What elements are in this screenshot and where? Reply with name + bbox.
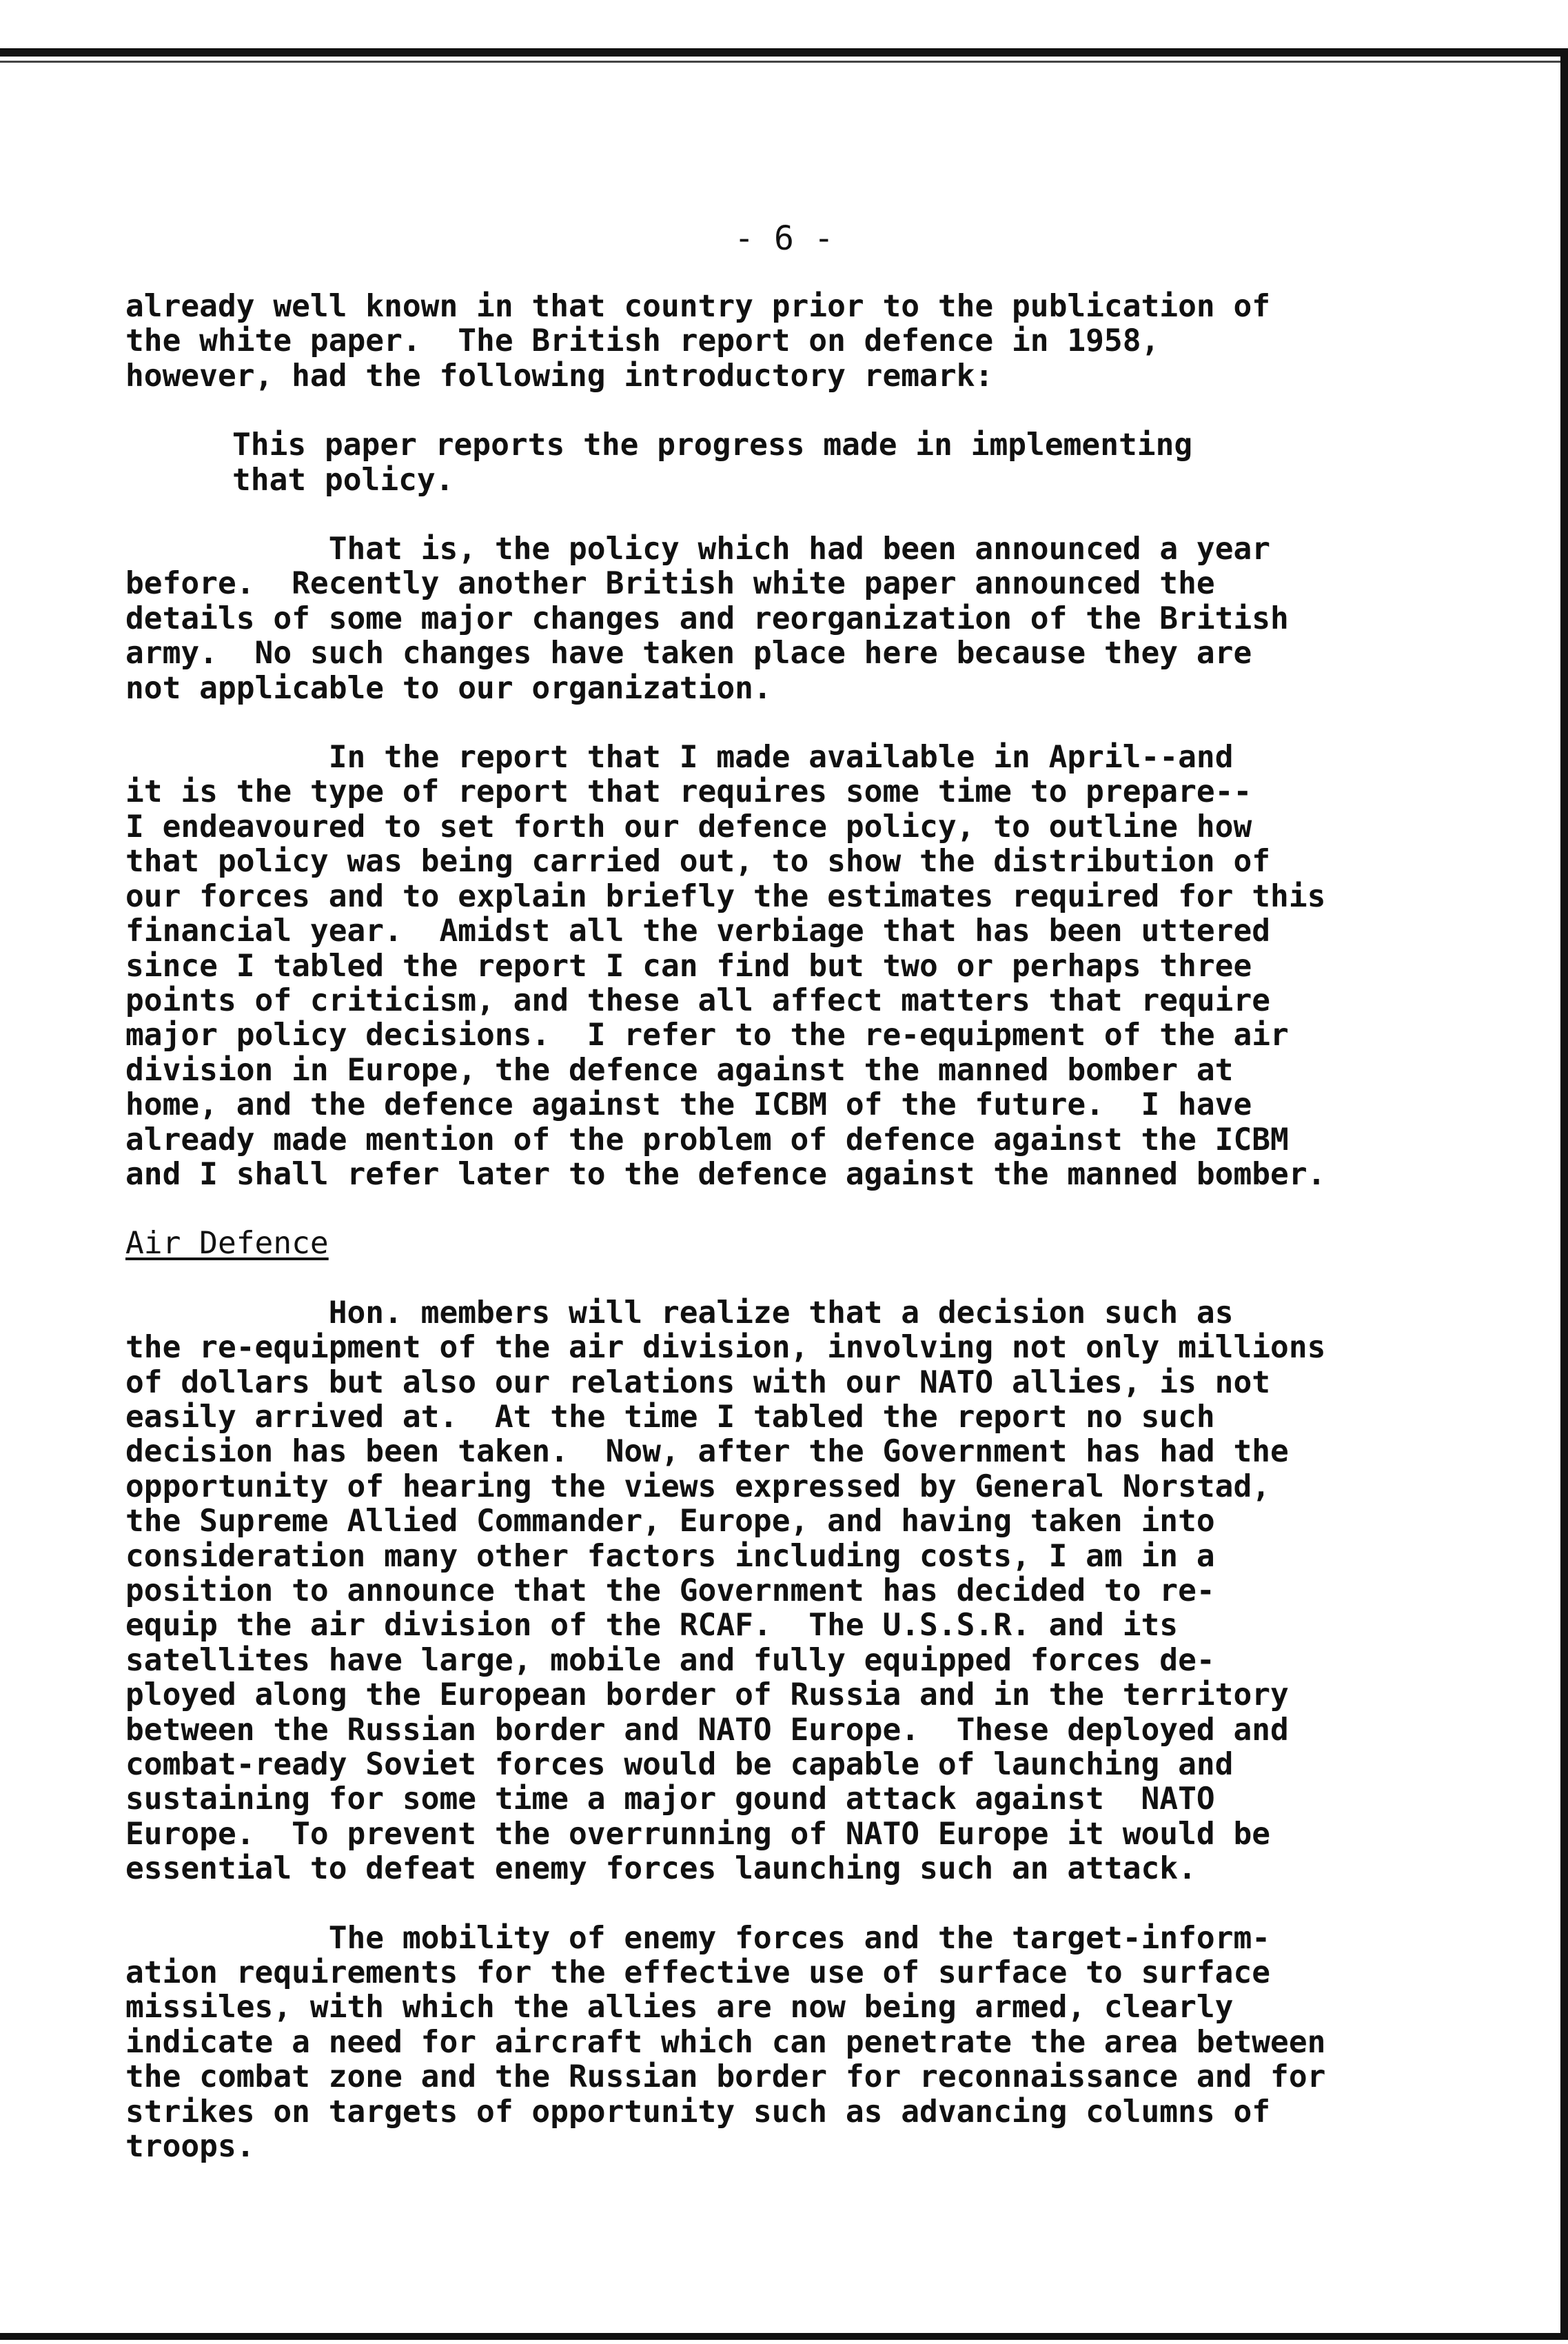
paragraph-4: Hon. members will realize that a decision such as the re-equipment of the air division, involving not only millions of dollars but also our relations with our NATO allies, is not easily arrived at. At the time I tabled the report no such decision has been taken. Now, after the Government has had the opportunity of hearing the views expressed by General Norstad, the Supreme Allied Commander, Europe, and having taken into consideration many other factors including costs, I am in a position to announce that the Government has decided to re- equip the air division of the RCAF. The U.S.S.R. and its satellites have large, mobile and fully equipped forces de- ployed along the European border of Russia and in the territory between the Russian border and NATO Europe. These deployed and combat-ready Soviet forces would be capable of launching and sustaining for some time a major gound attack against NATO Europe. To prevent the overrunning of NATO Europe it would be essential to defeat enemy forces launching such an attack.: [125, 1295, 1326, 1887]
top-border-thin: [0, 61, 1568, 63]
document-body: [125, 290, 1531, 2165]
section-heading: Air Defence: [125, 1226, 329, 1262]
paragraph-5: The mobility of enemy forces and the target-inform- ation requirements for the effective use of surface to surface missiles, with which the allies are now being armed, clearly indicate a need for aircraft which can penetrate the area between the combat zone and the Russian border for reconnaissance and for strikes on targets of opportunity such as advancing columns of troops.: [125, 1920, 1326, 2165]
right-border: [1560, 55, 1568, 2334]
paragraph-1: already well known in that country prior to the publication of the white paper. The British report on defence in 1958, however, had the following introductory remark:: [125, 289, 1271, 394]
block-quote: This paper reports the progress made in implementing that policy.: [232, 427, 1193, 498]
bottom-border: [0, 2333, 1568, 2340]
paragraph-3: In the report that I made available in April--and it is the type of report that requires some time to prepare-- I endeavoured to set forth our defence policy, to outline how that policy was being carried out, to show the distribution of our forces and to explain briefly the estimates required for this financial year. Amidst all the verbiage that has been uttered since I tabled the report I can find but two or perhaps three points of criticism, and these all affect matters that require major policy decisions. I refer to the re-equipment of the air division in Europe, the defence against the manned bomber at home, and the defence against the ICBM of the future. I have already made mention of the problem of defence against the ICBM and I shall refer later to the defence against the manned bomber.: [125, 740, 1326, 1192]
paragraph-2: That is, the policy which had been announced a year before. Recently another British white paper announced the details of some major changes and reorganization of the British army. No such changes have taken place here because they are not applicable to our organization.: [125, 532, 1289, 706]
page-number: - 6 -: [734, 219, 834, 258]
top-border: [0, 48, 1568, 57]
